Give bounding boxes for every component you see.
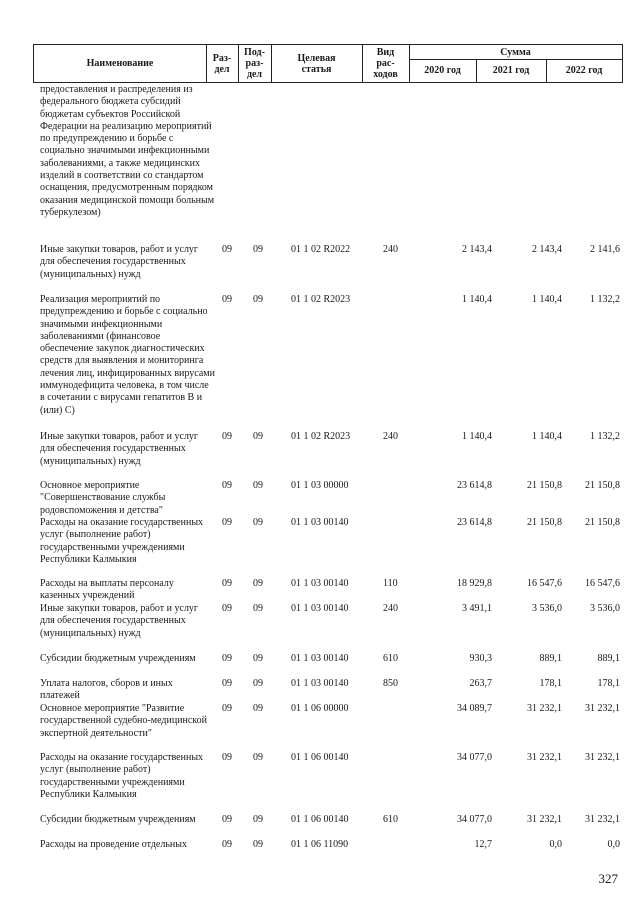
row-target: 01 1 03 00140	[291, 603, 349, 614]
row-podrazdel: 09	[253, 244, 263, 255]
row-sum-2022: 2 141,6	[590, 244, 620, 255]
row-podrazdel: 09	[253, 517, 263, 528]
row-name: Основное мероприятие "Совершенствование службы родовспоможения и детства"	[40, 480, 166, 516]
row-podrazdel: 09	[253, 294, 263, 305]
row-sum-2021: 2 143,4	[532, 244, 562, 255]
row-target: 01 1 06 00140	[291, 814, 349, 825]
row-name: Уплата налогов, сборов и иных платежей	[40, 678, 173, 702]
row-sum-2021: 31 232,1	[527, 814, 562, 825]
row-target: 01 1 03 00140	[291, 653, 349, 664]
row-sum-2022: 31 232,1	[585, 752, 620, 763]
row-sum-2022: 3 536,0	[590, 603, 620, 614]
row-name: Расходы на оказание государственных услуг (выполнение работ) государственными учреждениями Республики Калмыкия	[40, 517, 204, 565]
header-2021: 2021 год	[492, 65, 530, 76]
row-target: 01 1 03 00140	[291, 517, 349, 528]
row-sum-2020: 12,7	[474, 839, 492, 850]
row-sum-2021: 178,1	[539, 678, 562, 689]
row-sum-2020: 23 614,8	[457, 480, 492, 491]
row-target: 01 1 02 R2023	[291, 431, 351, 442]
row-sum-2021: 1 140,4	[532, 294, 562, 305]
row-razdel: 09	[222, 294, 232, 305]
row-sum-2021: 0,0	[549, 839, 562, 850]
header-summa: Сумма	[500, 46, 531, 58]
table-header	[33, 44, 623, 83]
row-sum-2022: 21 150,8	[585, 517, 620, 528]
row-podrazdel: 09	[253, 480, 263, 491]
row-podrazdel: 09	[253, 814, 263, 825]
row-podrazdel: 09	[253, 839, 263, 850]
row-razdel: 09	[222, 244, 232, 255]
row-sum-2020: 3 491,1	[462, 603, 492, 614]
row-sum-2022: 889,1	[597, 653, 620, 664]
row-sum-2020: 1 140,4	[462, 431, 492, 442]
header-target: Целевая статья	[297, 52, 336, 75]
row-razdel: 09	[222, 517, 232, 528]
header-2020: 2020 год	[424, 65, 461, 76]
row-sum-2021: 31 232,1	[527, 752, 562, 763]
intro-text: предоставления и распределения из федерального бюджета субсидий бюджетам субъектов Российской Федерации на реализацию мероприятий по предупреждению и борьбе с социально значимыми инфекционными заболеваниями, а также медицинских изделий в соответствии со стандартом оснащения, предусмотренным порядком оказания медицинской помощи больным туберкулезом)	[40, 84, 215, 218]
row-name: Расходы на проведение отдельных	[40, 839, 187, 850]
row-name: Субсидии бюджетным учреждениям	[40, 653, 196, 664]
row-razdel: 09	[222, 603, 232, 614]
row-sum-2022: 31 232,1	[585, 703, 620, 714]
row-podrazdel: 09	[253, 578, 263, 589]
row-sum-2020: 263,7	[469, 678, 492, 689]
row-name: Субсидии бюджетным учреждениям	[40, 814, 196, 825]
row-sum-2021: 21 150,8	[527, 517, 562, 528]
row-target: 01 1 02 R2022	[291, 244, 351, 255]
row-sum-2020: 2 143,4	[462, 244, 492, 255]
row-sum-2022: 31 232,1	[585, 814, 620, 825]
row-target: 01 1 06 00000	[291, 703, 349, 714]
row-sum-2020: 34 077,0	[457, 752, 492, 763]
row-name: Иные закупки товаров, работ и услуг для обеспечения государственных (муниципальных) нужд	[40, 603, 199, 639]
row-vid: 240	[383, 244, 398, 255]
row-vid: 240	[383, 603, 398, 614]
row-podrazdel: 09	[253, 603, 263, 614]
row-name: Иные закупки товаров, работ и услуг для обеспечения государственных (муниципальных) нужд	[40, 431, 199, 467]
row-vid: 110	[383, 578, 398, 589]
row-sum-2021: 3 536,0	[532, 603, 562, 614]
row-sum-2022: 1 132,2	[590, 294, 620, 305]
row-target: 01 1 02 R2023	[291, 294, 351, 305]
row-sum-2021: 16 547,6	[527, 578, 562, 589]
row-name: Иные закупки товаров, работ и услуг для обеспечения государственных (муниципальных) нужд	[40, 244, 199, 280]
row-razdel: 09	[222, 839, 232, 850]
row-sum-2020: 34 077,0	[457, 814, 492, 825]
row-target: 01 1 03 00000	[291, 480, 349, 491]
header-podrazdel: Под- раз- дел	[244, 47, 265, 80]
row-podrazdel: 09	[253, 678, 263, 689]
row-sum-2021: 889,1	[539, 653, 562, 664]
row-podrazdel: 09	[253, 653, 263, 664]
row-razdel: 09	[222, 703, 232, 714]
row-sum-2022: 16 547,6	[585, 578, 620, 589]
row-podrazdel: 09	[253, 703, 263, 714]
row-vid: 240	[383, 431, 398, 442]
row-sum-2020: 18 929,8	[457, 578, 492, 589]
row-sum-2020: 1 140,4	[462, 294, 492, 305]
row-name: Расходы на оказание государственных услуг (выполнение работ) государственными учреждениями Республики Калмыкия	[40, 752, 204, 800]
row-sum-2021: 1 140,4	[532, 431, 562, 442]
header-razdel: Раз- дел	[212, 52, 232, 75]
row-sum-2022: 178,1	[597, 678, 620, 689]
row-sum-2022: 1 132,2	[590, 431, 620, 442]
row-sum-2021: 21 150,8	[527, 480, 562, 491]
row-sum-2021: 31 232,1	[527, 703, 562, 714]
row-name: Реализация мероприятий по предупреждению и борьбе с социально значимыми инфекционными заболеваниями (финансовое обеспечение закупок диагностических средств для выявления и мониторинга лечения лиц, инфицированных вирусами иммунодефицита человека, в том числе в сочетании с вирусами гепатитов В и (или) С)	[40, 294, 215, 416]
row-sum-2020: 23 614,8	[457, 517, 492, 528]
row-razdel: 09	[222, 814, 232, 825]
page-number: 327	[598, 871, 618, 886]
row-razdel: 09	[222, 752, 232, 763]
row-podrazdel: 09	[253, 431, 263, 442]
row-target: 01 1 03 00140	[291, 678, 349, 689]
row-razdel: 09	[222, 431, 232, 442]
header-2022: 2022 год	[565, 65, 603, 76]
row-sum-2022: 0,0	[607, 839, 620, 850]
row-target: 01 1 03 00140	[291, 578, 349, 589]
row-razdel: 09	[222, 578, 232, 589]
row-sum-2022: 21 150,8	[585, 480, 620, 491]
row-vid: 850	[383, 678, 398, 689]
row-razdel: 09	[222, 653, 232, 664]
header-name: Наименование	[86, 58, 154, 69]
row-vid: 610	[383, 653, 398, 664]
row-sum-2020: 930,3	[469, 653, 492, 664]
row-vid: 610	[383, 814, 398, 825]
row-name: Расходы на выплаты персоналу казенных учреждений	[40, 578, 174, 602]
row-sum-2020: 34 089,7	[457, 703, 492, 714]
row-name: Основное мероприятие "Развитие государственной судебно-медицинской экспертной деятельности"	[40, 703, 208, 739]
row-podrazdel: 09	[253, 752, 263, 763]
row-razdel: 09	[222, 480, 232, 491]
header-vid: Вид рас- ходов	[373, 47, 398, 80]
row-razdel: 09	[222, 678, 232, 689]
row-target: 01 1 06 00140	[291, 752, 349, 763]
row-target: 01 1 06 11090	[291, 839, 349, 850]
